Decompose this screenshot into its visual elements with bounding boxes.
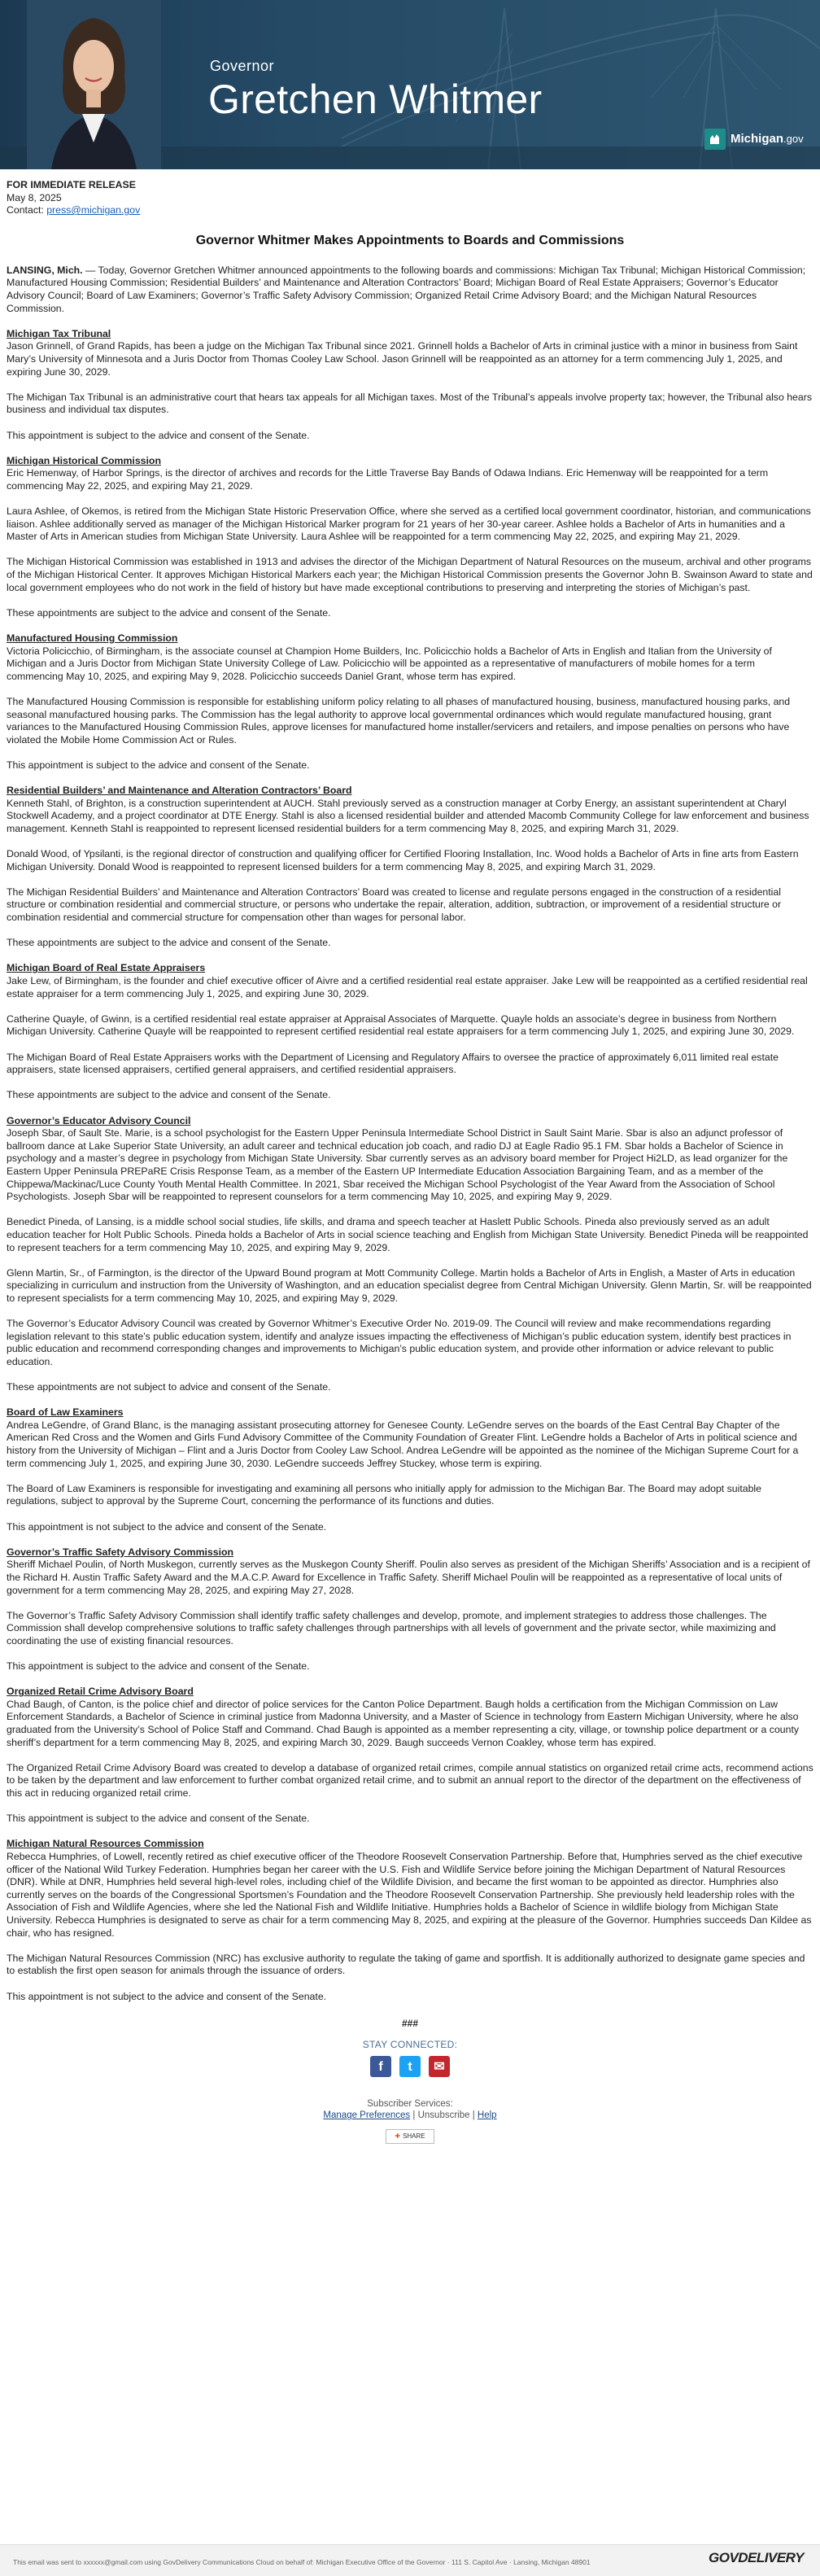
paragraph-text: Laura Ashlee, of Okemos, is retired from the Michigan State Historic Preservation Office, where she served as a certified local government coordinator, historian, and communications liaison. Ashlee additionally served as manager of the Michigan Historical Marker program for 21 years of her 30-year career. Ashlee holds a Bachelor of Arts in humanities and a Master of Arts in American studies from Michigan State University. Laura Ashlee will be reappointed for a term commencing May 22, 2025, and expiring May 21, 2029. bbox=[7, 505, 811, 543]
appointment-sections bbox=[7, 328, 813, 2003]
section-paragraph bbox=[7, 1052, 813, 1077]
section-paragraph bbox=[7, 1762, 813, 1800]
paragraph-text: Catherine Quayle, of Gwinn, is a certified residential real estate appraiser at Appraisal Associates of Marquette. Quayle holds an associate’s degree in business from Northern Michigan University. Catherine Quayle will be reappointed to represent certified residential real estate appraisers for a term commencing July 1, 2025, and expiring June 30, 2029. bbox=[7, 1012, 795, 1038]
contact-email-link[interactable]: press@michigan.gov bbox=[46, 204, 141, 216]
section-block bbox=[7, 785, 813, 950]
govdelivery-logo[interactable]: GOVDELIVERY bbox=[709, 2550, 804, 2565]
header-banner bbox=[0, 0, 820, 169]
michigan-state-icon bbox=[704, 129, 726, 150]
section-paragraph bbox=[7, 1813, 813, 1826]
section-paragraph bbox=[7, 696, 813, 746]
paragraph-text: Rebecca Humphries, of Lowell, recently retired as chief executive officer of the Theodore Roosevelt Conservation Partnership. Before that, Humphries served as the chief executive officer of the National Wild Turkey Federation. Humphries began her career with the U.S. Fish and Wildlife Service before joining the Michigan Department of Natural Resources (DNR). While at DNR, Humphries held several high-level roles, including chief of the Wildlife Division, and became the first woman to be appointed as director. Humphries also currently serves on the boards of the Congressional Sportsmen’s Foundation and the Theodore Roosevelt Conservation Partnership. She previously held leadership roles with the Association of Fish and Wildlife Agencies, where she led the National Fish and Wildlife Initiative. Humphries holds a Bachelor of Science in wildlife biology from Michigan State University. Rebecca Humphries is designated to serve as chair for a term commencing May 8, 2025, and expiring at the pleasure of the Governor. Humphries succeeds Dan Kildee as chair, who has resigned. bbox=[7, 1851, 812, 1939]
section-paragraph bbox=[7, 1610, 813, 1648]
section-heading: Residential Builders’ and Maintenance and Alteration Contractors’ Board bbox=[7, 785, 352, 797]
paragraph-text: Glenn Martin, Sr., of Farmington, is the director of the Upward Bound program at Mott Community College. Martin holds a Bachelor of Arts in English, a Master of Arts in education specializing in curriculum and instruction from the University of Washington, and an education specialist degree from Central Michigan University. Glenn Martin, Sr. will be reappointed to represent specialists for a term commencing May 10, 2025, and expiring May 9, 2029. bbox=[7, 1266, 812, 1304]
paragraph-text: Chad Baugh, of Canton, is the police chief and director of police services for the Canton Police Department. Baugh holds a certification from the Michigan Commission on Law Enforcement Standards, a Bachelor of Science in criminal justice from Madonna University, and a Master of Science in technology from Eastern Michigan University, where he also graduated from the University’s School of Police Staff and Command. Chad Baugh is appointed as a member representing a city, village, or township police department or a county sheriff’s department for a term commencing May 8, 2025, and expiring March 30, 2029. Baugh succeeds Vernon Coakley, whose term has expired. bbox=[7, 1698, 800, 1748]
section-paragraph bbox=[7, 430, 813, 443]
unsubscribe-link[interactable]: Unsubscribe bbox=[417, 2110, 470, 2121]
section-paragraph bbox=[7, 556, 813, 594]
section-first-paragraph bbox=[7, 455, 813, 493]
section-first-paragraph bbox=[7, 962, 813, 1000]
section-paragraph bbox=[7, 1991, 813, 2004]
section-paragraph bbox=[7, 391, 813, 417]
link-separator: | bbox=[412, 2110, 416, 2121]
subscriber-label: Subscriber Services: bbox=[367, 2099, 453, 2110]
paragraph-text: Jason Grinnell, of Grand Rapids, has been a judge on the Michigan Tax Tribunal since 2021. Grinnell holds a Bachelor of Arts in criminal justice with a minor in business from Saint Mary’s University of Minnesota and a Juris Doctor from Thomas Cooley Law School. Jason Grinnell will be reappointed as an attorney for a term commencing July 1, 2025, and expiring June 30, 2029. bbox=[7, 340, 798, 378]
facebook-icon[interactable]: f bbox=[370, 2056, 391, 2077]
paragraph-text: These appointments are subject to the advice and consent of the Senate. bbox=[7, 937, 331, 949]
link-separator: | bbox=[472, 2110, 475, 2121]
paragraph-text: This appointment is subject to the advice and consent of the Senate. bbox=[7, 1660, 310, 1673]
manage-preferences-link[interactable]: Manage Preferences bbox=[323, 2110, 411, 2121]
section-block bbox=[7, 1115, 813, 1394]
section-block bbox=[7, 1406, 813, 1533]
contact-label: Contact: bbox=[7, 204, 44, 216]
paragraph-text: The Organized Retail Crime Advisory Board was created to develop a database of organized retail crimes, compile annual statistics on organized retail crime acts, recommend actions to be taken by the department and law enforcement to further combat organized retail crime, and to submit an annual report to the director of the department on the effectiveness of this act in reducing organized retail crime. bbox=[7, 1761, 813, 1800]
help-link[interactable]: Help bbox=[477, 2110, 497, 2121]
section-first-paragraph bbox=[7, 1115, 813, 1204]
governor-portrait bbox=[27, 0, 161, 169]
end-mark: ### bbox=[401, 2018, 419, 2030]
release-body bbox=[0, 169, 820, 2144]
page-title: Governor Whitmer Makes Appointments to Boards and Commissions bbox=[195, 233, 625, 247]
section-paragraph bbox=[7, 1216, 813, 1254]
michigan-gov-logo[interactable] bbox=[704, 129, 804, 150]
section-paragraph bbox=[7, 1660, 813, 1673]
paragraph-text: The Michigan Board of Real Estate Appraisers works with the Department of Licensing and Regulatory Affairs to oversee the practice of approximately 6,011 limited real estate appraisers, state licensed appraisers, certified general appraisers, and certified residential appraisers. bbox=[7, 1051, 779, 1076]
paragraph-text: The Board of Law Examiners is responsible for investigating and examining all persons who initially apply for admission to the Michigan Bar. The Board may adopt suitable regulations, subject to approval by the Supreme Court, concerning the performance of its functions and duties. bbox=[7, 1482, 762, 1507]
paragraph-text: These appointments are subject to the advice and consent of the Senate. bbox=[7, 1089, 331, 1101]
paragraph-text: The Michigan Residential Builders’ and Maintenance and Alteration Contractors’ Board was created to license and regulate persons engaged in the construction of a residential structure or combination residential and commercial structure, or persons who undertake the repair, alteration, addition, subtraction, or improvement of a residential structure or combination residential and commercial structure for compensation other than wages for personal labor. bbox=[7, 886, 782, 924]
email-icon[interactable]: ✉ bbox=[429, 2056, 450, 2077]
paragraph-text: Eric Hemenway, of Harbor Springs, is the director of archives and records for the Little Traverse Bay Bands of Odawa Indians. Eric Hemenway will be reappointed for a term commencing May 22, 2025, and expiring May 21, 2029. bbox=[7, 467, 769, 492]
section-block bbox=[7, 1838, 813, 2003]
section-paragraph bbox=[7, 1318, 813, 1368]
section-heading: Michigan Board of Real Estate Appraisers bbox=[7, 962, 206, 974]
section-heading: Michigan Historical Commission bbox=[7, 454, 161, 466]
section-paragraph bbox=[7, 886, 813, 925]
paragraph-text: Sheriff Michael Poulin, of North Muskegon, currently serves as the Muskegon County Sheriff. Poulin also serves as president of the Michigan Sheriffs’ Association and is a recipient of the Richard H. Austin Traffic Safety Award and the M.A.C.P. Award for Excellence in Traffic Safety. Sheriff Michael Poulin will be reappointed as a representative of local units of government for a term commencing May 28, 2025, and expiring May 27, 2028. bbox=[7, 1559, 810, 1596]
paragraph-text: The Michigan Natural Resources Commission (NRC) has exclusive authority to regulate the taking of game and sportfish. It is additionally authorized to designate game species and to establish the first open season for animals through the issuance of orders. bbox=[7, 1952, 805, 1977]
section-heading: Michigan Natural Resources Commission bbox=[7, 1838, 204, 1850]
paragraph-text: The Michigan Tax Tribunal is an administrative court that hears tax appeals for all Michigan taxes. Most of the Tribunal’s appeals involve property tax; however, the Tribunal also hears business and individual tax disputes. bbox=[7, 391, 812, 416]
section-paragraph bbox=[7, 607, 813, 620]
section-first-paragraph bbox=[7, 1546, 813, 1597]
paragraph-text: Jake Lew, of Birmingham, is the founder and chief executive officer of Aivre and a certified residential real estate appraiser. Jake Lew will be reappointed as a certified residential real estate appraiser for a term commencing July 1, 2025, and expiring June 30, 2029. bbox=[7, 975, 808, 999]
paragraph-text: These appointments are subject to the advice and consent of the Senate. bbox=[7, 606, 331, 619]
email-footer bbox=[0, 2544, 820, 2576]
paragraph-text: This appointment is subject to the advice and consent of the Senate. bbox=[7, 759, 310, 771]
paragraph-text: This appointment is subject to the advice and consent of the Senate. bbox=[7, 429, 310, 441]
paragraph-text: The Michigan Historical Commission was established in 1913 and advises the director of the Michigan Department of Natural Resources on the museum, archival and other programs of the Michigan Historical Center. It approves Michigan Historical Markers each year; the Michigan Historical Commission presents the Governor John B. Swainson Award to state and local government employees who do not work in the field of history but have made exceptional contributions to preserving and interpreting the stories of Michigan’s past. bbox=[7, 556, 813, 593]
section-paragraph bbox=[7, 505, 813, 544]
twitter-icon[interactable]: t bbox=[399, 2056, 421, 2077]
release-label: FOR IMMEDIATE RELEASE bbox=[7, 179, 136, 190]
governor-name: Gretchen Whitmer bbox=[208, 77, 543, 122]
dateline: LANSING, Mich. bbox=[7, 264, 83, 276]
paragraph-text: The Manufactured Housing Commission is responsible for establishing uniform policy relating to all phases of manufactured housing, business, manufactured housing parks, and seasonal manufactured housing parks. The Commission has the legal authority to approve local governmental ordinances which would regulate manufactured housing, grant variances to the Manufactured Housing Commission Rules, approve licenses for manufactured home installer/servicers and retailers, and impose penalties on persons who have violated the Mobile Home Commission Act or Rules. bbox=[7, 695, 791, 746]
section-heading: Organized Retail Crime Advisory Board bbox=[7, 1686, 194, 1698]
section-block bbox=[7, 632, 813, 772]
paragraph-text: Andrea LeGendre, of Grand Blanc, is the managing assistant prosecuting attorney for Genesee County. LeGendre serves on the boards of the East Central Bay Chapter of the American Red Cross and the Women and Girls Fund Advisory Committee of the Community Foundation of Greater Flint. LeGendre holds a Bachelor of Arts in political science and history from the University of Michigan – Flint and a Juris Doctor from Cooley Law School. Andrea LeGendre will be appointed as the nominee of the Michigan Supreme Court for a term commencing July 1, 2025, and expiring June 30, 2030. LeGendre succeeds Jeffrey Stuckey, whose term is expiring. bbox=[7, 1419, 799, 1469]
paragraph-text: The Governor’s Traffic Safety Advisory Commission shall identify traffic safety challenges and develop, promote, and implement strategies to address those challenges. The Commission shall develop comprehensive solutions to traffic safety challenges through partnerships with all levels of government and the private sector, while maximizing and coordinating the use of existing financial resources. bbox=[7, 1609, 776, 1647]
stay-connected-label: STAY CONNECTED: bbox=[362, 2038, 458, 2050]
section-first-paragraph bbox=[7, 632, 813, 683]
intro-paragraph: LANSING, Mich. — Today, Governor Gretchen Whitmer announced appointments to the following boards and commissions: Michigan Tax Tribunal; Michigan Historical Commission; Manufactured Housing Commission; Residential Builders’ and Maintenance and Alteration Contractors’ Board; Michigan Board of Real Estate Appraisers; Governor’s Educator Advisory Council; Board of Law Examiners; Governor’s Traffic Safety Advisory Commission; Organized Retail Crime Advisory Board; and the Michigan Natural Resources Commission. bbox=[7, 264, 806, 314]
section-paragraph bbox=[7, 1089, 813, 1102]
section-block bbox=[7, 328, 813, 442]
governor-label: Governor bbox=[210, 58, 275, 74]
release-date: May 8, 2025 bbox=[7, 191, 62, 203]
section-paragraph bbox=[7, 1521, 813, 1534]
paragraph-text: The Governor’s Educator Advisory Council was created by Governor Whitmer’s Executive Order No. 2019-09. The Council will review and make recommendations regarding legislation relevant to this state’s public education system, identify and analyze issues impacting the effectiveness of Michigan’s public education system, identify best practices in public education and recommend corresponding changes and improvements to Michigan’s public education system, and provide other information or advice relevant to public education. bbox=[7, 1318, 792, 1367]
section-first-paragraph bbox=[7, 1406, 813, 1470]
section-paragraph bbox=[7, 1483, 813, 1508]
section-heading: Manufactured Housing Commission bbox=[7, 632, 178, 644]
section-first-paragraph bbox=[7, 328, 813, 378]
paragraph-text: These appointments are not subject to advice and consent of the Senate. bbox=[7, 1381, 331, 1393]
share-icon: ✚ bbox=[395, 2132, 401, 2141]
section-block bbox=[7, 1686, 813, 1826]
social-links bbox=[7, 2056, 813, 2077]
paragraph-text: This appointment is not subject to the advice and consent of the Senate. bbox=[7, 1990, 327, 2002]
section-paragraph bbox=[7, 1013, 813, 1039]
paragraph-text: This appointment is not subject to the advice and consent of the Senate. bbox=[7, 1520, 327, 1533]
paragraph-text: Benedict Pineda, of Lansing, is a middle school social studies, life skills, and drama and speech teacher at Haslett Public Schools. Pineda also previously served as an adult education teacher for Holt Public Schools. Pineda holds a Bachelor of Arts in social science teaching and English from Michigan State University. Benedict Pineda will be reappointed to represent teachers for a term commencing May 10, 2025, and expiring May 9, 2029. bbox=[7, 1216, 809, 1253]
paragraph-text: Victoria Policicchio, of Birmingham, is the associate counsel at Champion Home Builders, Inc. Policicchio holds a Bachelor of Arts in English and Italian from the University of Michigan and a Juris Doctor from Michigan State University College of Law. Policicchio will be appointed as a representative of manufacturers of mobile homes for a term commencing May 10, 2025, and expiring May 9, 2028. Policicchio succeeds Daniel Grant, whose term has expired. bbox=[7, 645, 772, 682]
paragraph-text: Kenneth Stahl, of Brighton, is a construction superintendent at AUCH. Stahl previously served as a construction manager at Corby Energy, an assistant superintendent at Charyl Stockwell Academy, and a project coordinator at DTE Energy. Stahl is also a licensed residential builder and attended Macomb Community College for law enforcement and business management. Kenneth Stahl is reappointed to represent licensed residential builders for a term commencing May 8, 2025, and expiring March 31, 2029. bbox=[7, 797, 809, 834]
share-label: SHARE bbox=[403, 2132, 425, 2141]
section-paragraph bbox=[7, 848, 813, 873]
release-contact bbox=[7, 204, 813, 217]
footer-text: This email was sent to xxxxxx@gmail.com using GovDelivery Communications Cloud on behalf of: Michigan Executive Office of the Governor · 111 S. Capitol Ave · Lansing, Michigan 48901 bbox=[13, 2558, 591, 2566]
section-block bbox=[7, 962, 813, 1102]
section-paragraph bbox=[7, 1381, 813, 1394]
paragraph-text: Donald Wood, of Ypsilanti, is the regional director of construction and qualifying officer for Certified Flooring Installation, Inc. Wood holds a Bachelor of Arts in fine arts from Eastern Michigan University. Donald Wood is reappointed to represent licensed builders for a term commencing May 8, 2025, and expiring March 31, 2029. bbox=[7, 848, 799, 873]
paragraph-text: This appointment is subject to the advice and consent of the Senate. bbox=[7, 1813, 310, 1825]
section-heading: Governor’s Traffic Safety Advisory Commission bbox=[7, 1546, 234, 1558]
section-first-paragraph bbox=[7, 1838, 813, 1940]
section-heading: Board of Law Examiners bbox=[7, 1406, 124, 1419]
section-paragraph bbox=[7, 1267, 813, 1305]
share-button[interactable] bbox=[386, 2129, 434, 2144]
subscriber-services bbox=[7, 2098, 813, 2144]
paragraph-text: Joseph Sbar, of Sault Ste. Marie, is a school psychologist for the Eastern Upper Peninsula Intermediate School District in Sault Saint Marie. Sbar is also an adjunct professor of ballroom dance at Lake Superior State University, an adult career and technical education job coach, and radio DJ at Eagle Radio 95.1 FM. Sbar holds a Bachelor of Science in psychology and a master’s degree in psychology from Michigan State University. Sbar currently serves as an advisory board member for Project Hi2LD, as lead organizer for the Eastern Upper Peninsula PREPaRE Crisis Response Team, as a member of the Eastern UP Intermediate Education Association Bargaining Team, and as a member of the Chippewa/Mackinac/Luce County Youth Mental Health Committee. In 2021, Sbar received the Michigan School Psychologist of the Year Award from the Association of School Psychologists. Joseph Sbar will be reappointed to represent counselors for a term commencing May 10, 2025, and expiring May 9, 2029. bbox=[7, 1127, 788, 1203]
section-block bbox=[7, 1546, 813, 1673]
section-heading: Governor’s Educator Advisory Council bbox=[7, 1114, 191, 1126]
section-block bbox=[7, 455, 813, 620]
section-paragraph bbox=[7, 759, 813, 772]
section-paragraph bbox=[7, 1953, 813, 1978]
section-heading: Michigan Tax Tribunal bbox=[7, 327, 111, 339]
section-paragraph bbox=[7, 937, 813, 950]
michigan-gov-text: Michigan.gov bbox=[731, 132, 804, 147]
section-first-paragraph bbox=[7, 785, 813, 835]
section-first-paragraph bbox=[7, 1686, 813, 1749]
